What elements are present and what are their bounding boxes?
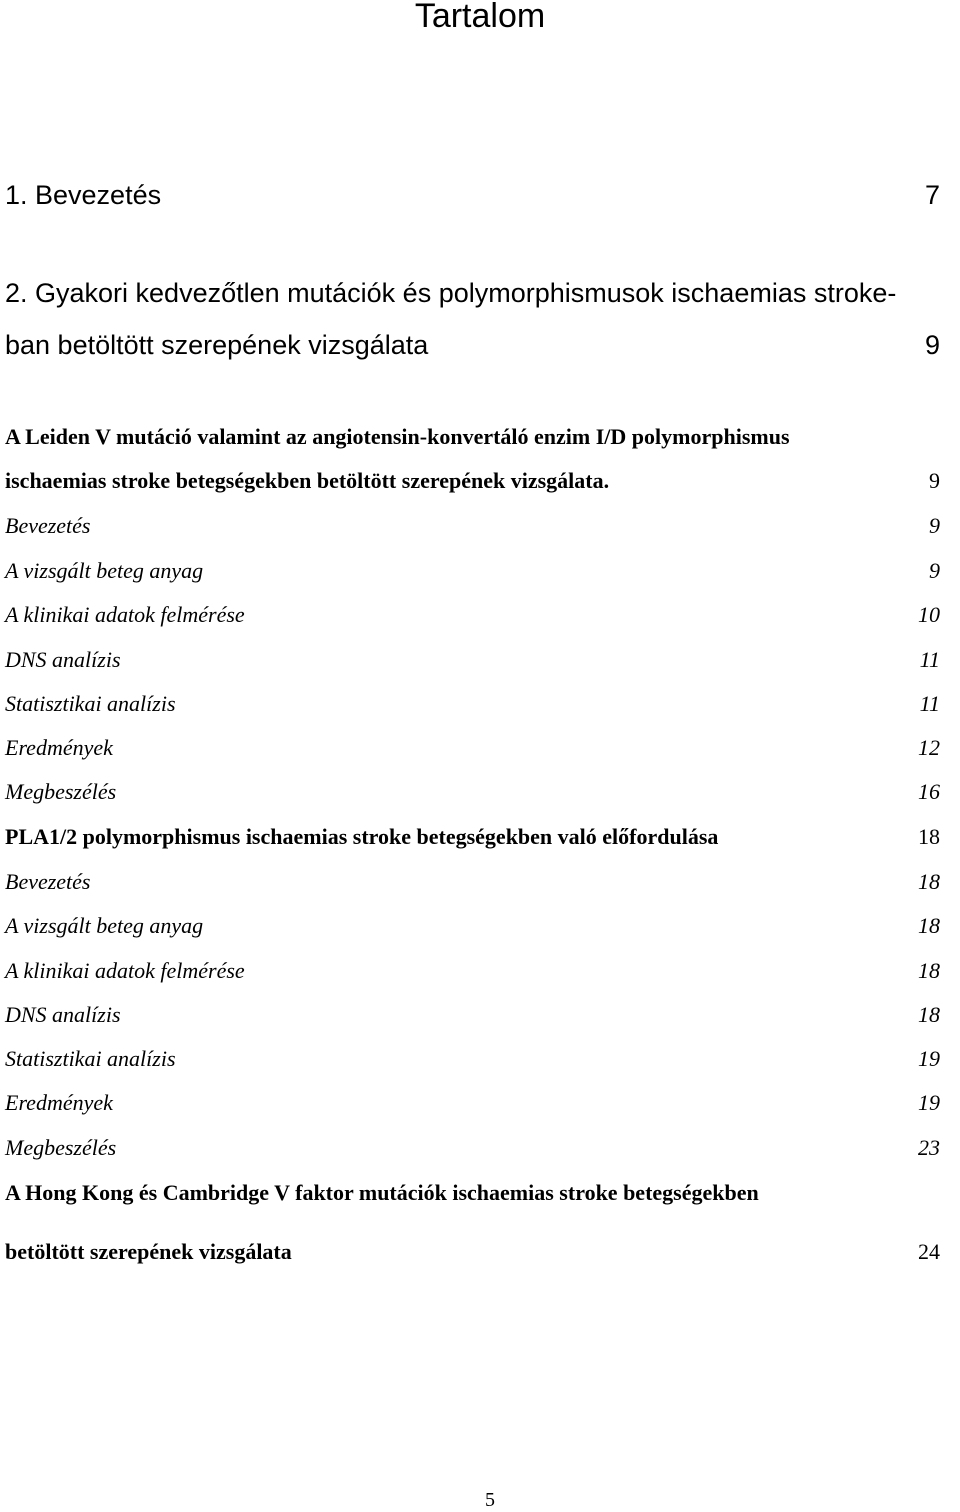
toc-entry-sub[interactable]	[5, 557, 940, 585]
toc-entry-text: Megbeszélés	[5, 779, 117, 804]
toc-entry-page: 9	[929, 513, 940, 538]
toc-entry-sub[interactable]	[5, 1134, 940, 1162]
toc-entry-page: 18	[918, 1002, 940, 1027]
toc-entry-page: 18	[918, 869, 940, 894]
toc-entry-page: 18	[918, 824, 940, 849]
toc-entry-text: Statisztikai analízis	[5, 691, 176, 716]
toc-entry-sub[interactable]	[5, 601, 940, 629]
toc-entry-sub[interactable]	[5, 1045, 940, 1073]
toc-entry-page: 18	[918, 913, 940, 938]
toc-entry-text: 1. Bevezetés	[5, 180, 162, 210]
toc-entry-text: DNS analízis	[5, 647, 121, 672]
toc-entry-text: A klinikai adatok felmérése	[5, 602, 245, 627]
toc-entry-page: 7	[924, 180, 940, 210]
toc-entry-page: 9	[929, 558, 940, 583]
toc-entry-page: 11	[919, 647, 940, 672]
toc-entry-text: A klinikai adatok felmérése	[5, 958, 245, 983]
toc-entry-text: Bevezetés	[5, 869, 91, 894]
toc-entry-sub[interactable]	[5, 512, 940, 540]
toc-entry-text: Megbeszélés	[5, 1135, 117, 1160]
toc-entry-sub[interactable]	[5, 778, 940, 806]
toc-entry-text: A vizsgált beteg anyag	[5, 913, 204, 938]
toc-entry-text: Eredmények	[5, 1090, 113, 1115]
toc-entry-sub[interactable]	[5, 734, 940, 762]
toc-entry-text: betöltött szerepének vizsgálata	[5, 1239, 292, 1264]
page-title: Tartalom	[414, 0, 546, 35]
toc-entry-sub[interactable]	[5, 912, 940, 940]
toc-entry-page: 19	[918, 1046, 940, 1071]
toc-entry-page: 24	[918, 1239, 940, 1264]
toc-entry-text: Bevezetés	[5, 513, 91, 538]
toc-entry-intro[interactable]	[5, 178, 940, 212]
toc-entry-text: Eredmények	[5, 735, 113, 760]
toc-entry-page: 11	[919, 691, 940, 716]
toc-entry-hongkong-line1[interactable]: A Hong Kong és Cambridge V faktor mutációk ischaemias stroke betegségekben	[5, 1180, 759, 1205]
toc-entry-page: 18	[918, 958, 940, 983]
toc-entry-page: 19	[918, 1090, 940, 1115]
toc-entry-text: PLA1/2 polymorphismus ischaemias stroke betegségekben való előfordulása	[5, 824, 719, 849]
toc-entry-text: A vizsgált beteg anyag	[5, 558, 204, 583]
toc-entry-sub[interactable]	[5, 646, 940, 674]
toc-entry-text: DNS analízis	[5, 1002, 121, 1027]
page-number: 5	[485, 1489, 495, 1511]
toc-entry-sub[interactable]	[5, 690, 940, 718]
toc-entry-leiden[interactable]	[5, 467, 940, 495]
toc-entry-page: 12	[918, 735, 940, 760]
toc-entry-sub[interactable]	[5, 1001, 940, 1029]
toc-entry-text: ban betöltött szerepének vizsgálata	[5, 330, 429, 360]
toc-entry-leiden-line1[interactable]: A Leiden V mutáció valamint az angiotensin-konvertáló enzim I/D polymorphismus	[5, 424, 790, 449]
toc-entry-sub[interactable]	[5, 957, 940, 985]
toc-entry-chapter-2[interactable]	[5, 328, 940, 362]
toc-entry-page: 9	[929, 468, 940, 493]
toc-entry-hongkong[interactable]	[5, 1238, 940, 1266]
toc-entry-page: 16	[918, 779, 940, 804]
toc-entry-page: 9	[924, 330, 940, 360]
toc-entry-page: 23	[918, 1135, 940, 1160]
toc-entry-sub[interactable]	[5, 1089, 940, 1117]
toc-entry-text: Statisztikai analízis	[5, 1046, 176, 1071]
toc-entry-sub[interactable]	[5, 868, 940, 896]
toc-entry-text: ischaemias stroke betegségekben betöltött szerepének vizsgálata.	[5, 468, 610, 493]
toc-entry-pla[interactable]	[5, 823, 940, 851]
toc-entry-chapter-2-line1[interactable]: 2. Gyakori kedvezőtlen mutációk és polymorphismusok ischaemias stroke-	[5, 278, 897, 308]
toc-entry-page: 10	[918, 602, 940, 627]
